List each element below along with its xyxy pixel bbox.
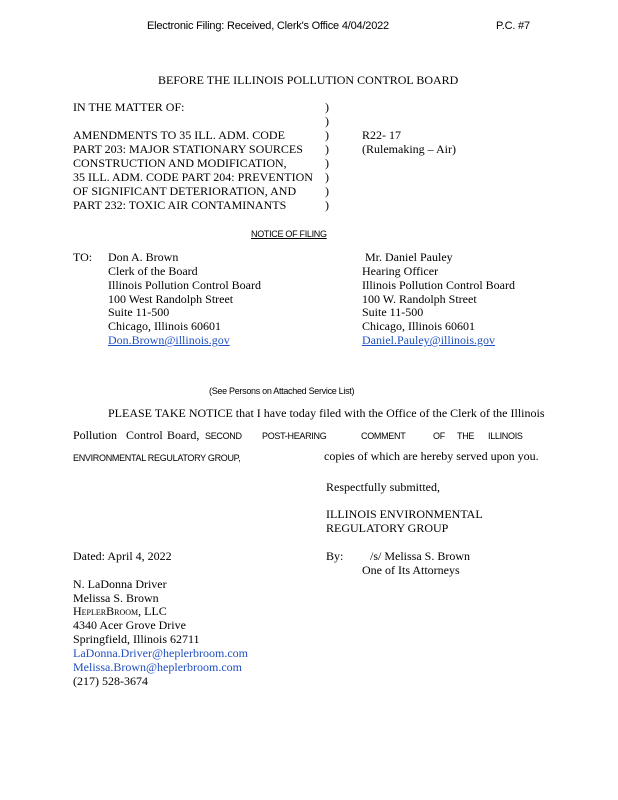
rulemaking-type: (Rulemaking – Air) xyxy=(362,142,456,156)
body-word: Board, xyxy=(167,428,200,442)
notice-body-line: copies of which are hereby served upon you. xyxy=(324,449,539,463)
docket-number: R22- 17 xyxy=(362,128,401,142)
caption-paren: ) xyxy=(325,114,329,128)
dated-line: Dated: April 4, 2022 xyxy=(73,549,172,563)
body-word: OF xyxy=(433,431,445,441)
closing-org: ILLINOIS ENVIRONMENTAL xyxy=(326,507,483,521)
recipient-line: Suite 11-500 xyxy=(108,305,170,319)
caption-paren: ) xyxy=(325,100,329,114)
body-word: ILLINOIS xyxy=(488,431,523,441)
counsel-address: 4340 Acer Grove Drive xyxy=(73,618,186,632)
recipient-line: Suite 11-500 xyxy=(362,305,424,319)
caption-paren: ) xyxy=(325,156,329,170)
notice-body-line: PLEASE TAKE NOTICE that I have today filed with the Office of the Clerk of the Illinois xyxy=(108,406,545,420)
caption-paren: ) xyxy=(325,198,329,212)
recipient-left-email-link[interactable]: Don.Brown@illinois.gov xyxy=(108,333,230,347)
notice-title: NOTICE OF FILING xyxy=(251,229,327,239)
signature-title: One of Its Attorneys xyxy=(362,563,460,577)
closing-org: REGULATORY GROUP xyxy=(326,521,449,535)
counsel-address: Springfield, Illinois 62711 xyxy=(73,632,200,646)
body-word: POST-HEARING xyxy=(262,431,327,441)
counsel-name: Melissa S. Brown xyxy=(73,591,159,605)
recipient-right-email-link[interactable]: Daniel.Pauley@illinois.gov xyxy=(362,333,496,347)
board-title: BEFORE THE ILLINOIS POLLUTION CONTROL BOARD xyxy=(158,73,459,87)
counsel-name: N. LaDonna Driver xyxy=(73,577,167,591)
caption-line: OF SIGNIFICANT DETERIORATION, AND xyxy=(73,184,297,198)
body-word: THE xyxy=(457,431,475,441)
caption-paren: ) xyxy=(325,170,329,184)
recipient-line: Hearing Officer xyxy=(362,264,439,278)
counsel-firm: HeplerBroom, LLC xyxy=(73,604,167,618)
body-word: Control xyxy=(126,428,163,442)
body-word: Pollution xyxy=(73,428,118,442)
recipient-line: Don A. Brown xyxy=(108,250,179,264)
recipient-line: Illinois Pollution Control Board xyxy=(362,278,516,292)
signature: /s/ Melissa S. Brown xyxy=(370,549,471,563)
body-word: COMMENT xyxy=(361,431,406,441)
recipient-line: Chicago, Illinois 60601 xyxy=(362,319,475,333)
counsel-phone: (217) 528-3674 xyxy=(73,674,148,688)
closing-respectfully: Respectfully submitted, xyxy=(326,480,440,494)
recipient-line: 100 W. Randolph Street xyxy=(362,292,477,306)
recipient-line: Mr. Daniel Pauley xyxy=(365,250,453,264)
counsel-email-link[interactable]: Melissa.Brown@heplerbroom.com xyxy=(73,660,243,674)
caption-line: 35 ILL. ADM. CODE PART 204: PREVENTION xyxy=(73,170,313,184)
recipient-line: Illinois Pollution Control Board xyxy=(108,278,262,292)
caption-paren: ) xyxy=(325,142,329,156)
service-list-note: (See Persons on Attached Service List) xyxy=(209,386,355,396)
counsel-email-link[interactable]: LaDonna.Driver@heplerbroom.com xyxy=(73,646,248,660)
recipient-line: Clerk of the Board xyxy=(108,264,198,278)
public-comment-number: P.C. #7 xyxy=(496,20,530,32)
filing-stamp: Electronic Filing: Received, Clerk's Office 4/04/2022 xyxy=(147,20,389,32)
body-word: SECOND xyxy=(205,431,242,441)
recipient-line: Chicago, Illinois 60601 xyxy=(108,319,221,333)
recipient-line: 100 West Randolph Street xyxy=(108,292,234,306)
caption-line: PART 232: TOXIC AIR CONTAMINANTS xyxy=(73,198,287,212)
caption-paren: ) xyxy=(325,128,329,142)
caption-paren: ) xyxy=(325,184,329,198)
caption-line: CONSTRUCTION AND MODIFICATION, xyxy=(73,156,287,170)
notice-body-line: ENVIRONMENTAL REGULATORY GROUP, xyxy=(73,453,241,463)
caption-line: PART 203: MAJOR STATIONARY SOURCES xyxy=(73,142,303,156)
caption-line: IN THE MATTER OF: xyxy=(73,100,185,114)
by-label: By: xyxy=(326,549,344,563)
caption-line: AMENDMENTS TO 35 ILL. ADM. CODE xyxy=(73,128,285,142)
to-label: TO: xyxy=(73,250,93,264)
